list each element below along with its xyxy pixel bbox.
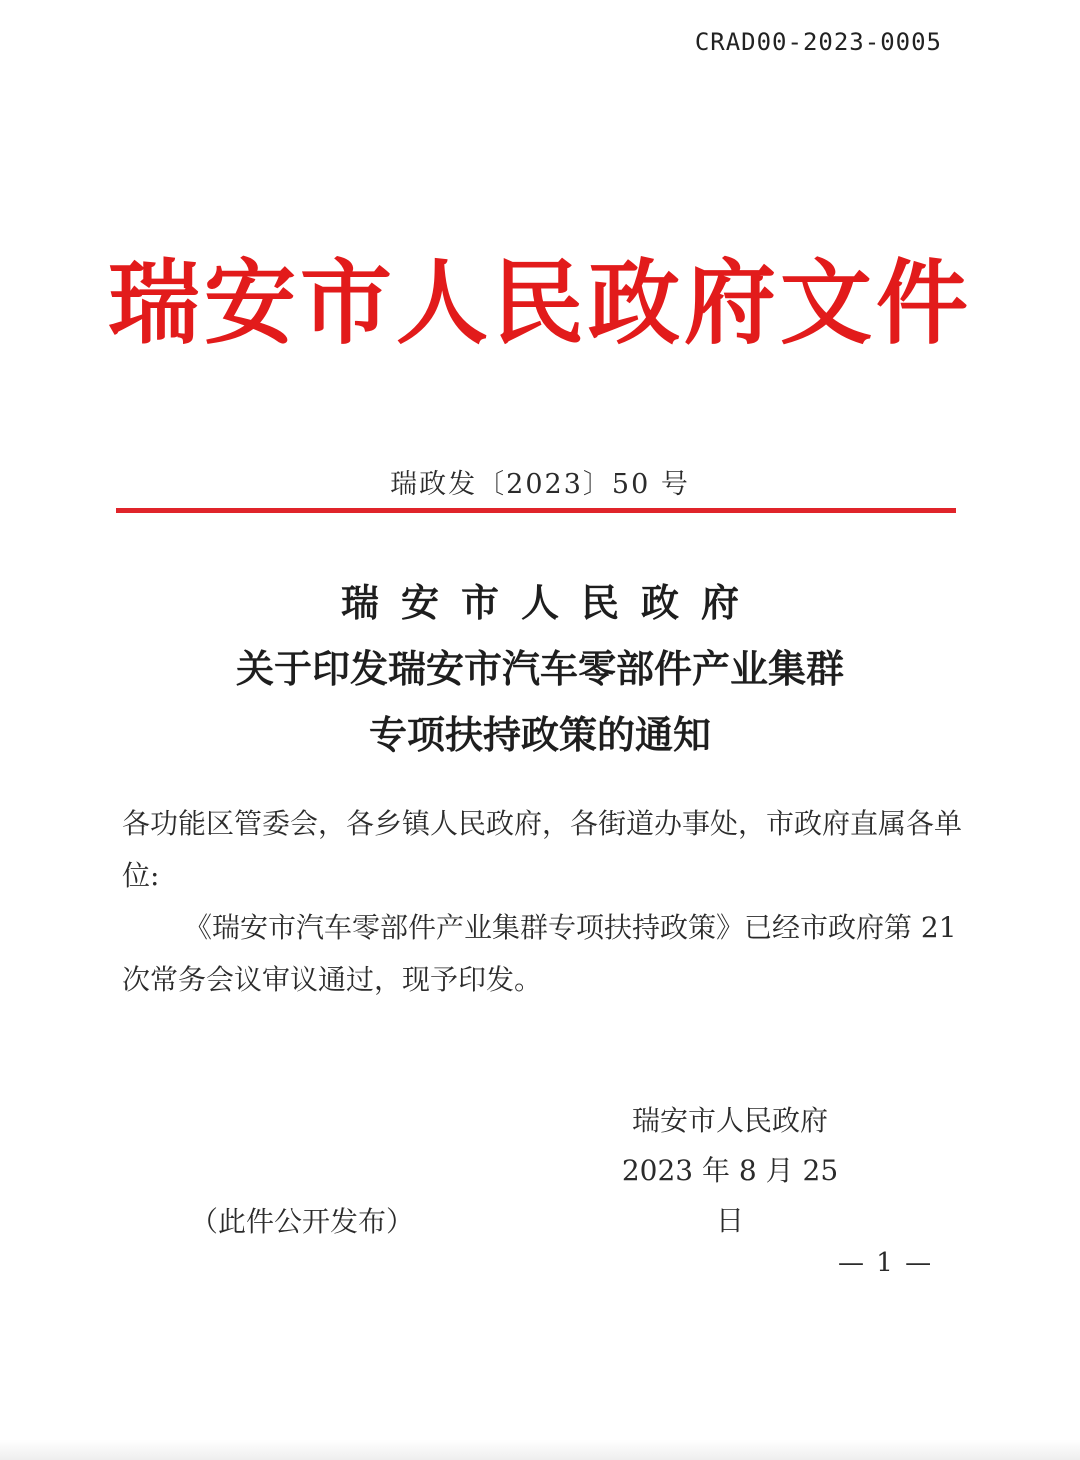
issue-date: 2023 年 8 月 25 日 bbox=[621, 1154, 839, 1237]
addressee-line: 各功能区管委会，各乡镇人民政府，各街道办事处，市政府直属各单位: bbox=[122, 807, 963, 892]
document-number: 瑞政发〔2023〕50 号 bbox=[390, 469, 690, 500]
issuer-name: 瑞安市人民政府 bbox=[631, 1104, 828, 1137]
title-line-topic: 专项扶持政策的通知 bbox=[368, 712, 711, 757]
red-divider-line bbox=[116, 508, 956, 513]
title-line-subject: 关于印发瑞安市汽车零部件产业集群 bbox=[235, 646, 844, 691]
body-paragraph: 《瑞安市汽车零部件产业集群专项扶持政策》已经市政府第 21 次常务会议审议通过，现予印发。 bbox=[122, 911, 957, 996]
page-bottom-edge bbox=[0, 1440, 1080, 1460]
release-note: （此件公开发布） bbox=[190, 1205, 415, 1238]
signature-block bbox=[610, 1096, 850, 1246]
masthead-title: 瑞安市人民政府文件 bbox=[107, 249, 972, 357]
page-number: — 1 — bbox=[838, 1248, 934, 1278]
document-code: CRAD00-2023-0005 bbox=[694, 28, 942, 56]
notice-title bbox=[0, 570, 1080, 768]
notice-body bbox=[122, 798, 962, 1006]
title-line-issuer: 瑞安市人民政府 bbox=[340, 580, 761, 625]
